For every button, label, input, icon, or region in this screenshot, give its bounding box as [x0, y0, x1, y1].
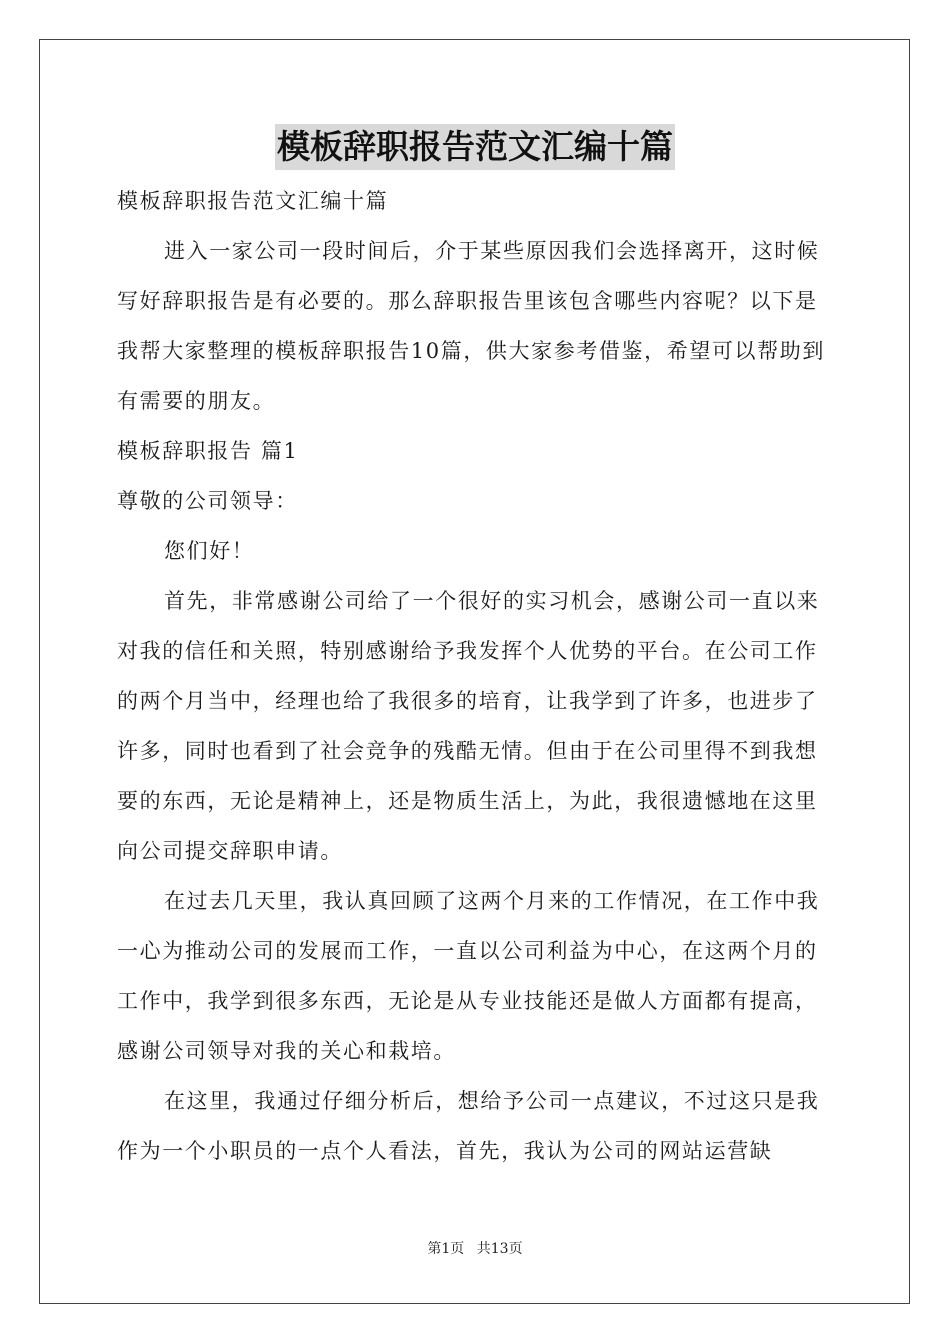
- document-body: [117, 176, 833, 1176]
- document-title: 模板辞职报告范文汇编十篇: [275, 124, 675, 170]
- page-total: 共13页: [476, 1241, 523, 1257]
- paragraph-0: 模板辞职报告范文汇编十篇: [117, 189, 389, 213]
- paragraph-2: 模板辞职报告 篇1: [117, 439, 299, 463]
- paragraph-3: 尊敬的公司领导：: [117, 489, 298, 513]
- page-number: 第1页: [427, 1241, 465, 1257]
- paragraph-5: 首先，非常感谢公司给了一个很好的实习机会，感谢公司一直以来对我的信任和关照，特别感谢给予我发挥个人优势的平台。在公司工作的两个月当中，经理也给了我很多的培育，让我学到了许多，也进步了许多，同时也看到了社会竞争的残酷无情。但由于在公司里得不到我想要的东西，无论是精神上，还是物质生活上，为此，我很遗憾地在这里向公司提交辞职申请。: [117, 589, 820, 863]
- paragraph-6: 在过去几天里，我认真回顾了这两个月来的工作情况，在工作中我一心为推动公司的发展而工作，一直以公司利益为中心，在这两个月的工作中，我学到很多东西，无论是从专业技能还是做人方面都有提高，感谢公司领导对我的关心和栽培。: [117, 889, 820, 1063]
- paragraph-7: 在这里，我通过仔细分析后，想给予公司一点建议，不过这只是我作为一个小职员的一点个人看法，首先，我认为公司的网站运营缺: [117, 1089, 820, 1163]
- paragraph-1: 进入一家公司一段时间后，介于某些原因我们会选择离开，这时候写好辞职报告是有必要的。那么辞职报告里该包含哪些内容呢？以下是我帮大家整理的模板辞职报告10篇，供大家参考借鉴，希望可以帮助到有需要的朋友。: [117, 239, 825, 413]
- page-footer: [0, 1238, 950, 1258]
- title-container: [0, 124, 950, 170]
- paragraph-4: 您们好！: [164, 539, 255, 563]
